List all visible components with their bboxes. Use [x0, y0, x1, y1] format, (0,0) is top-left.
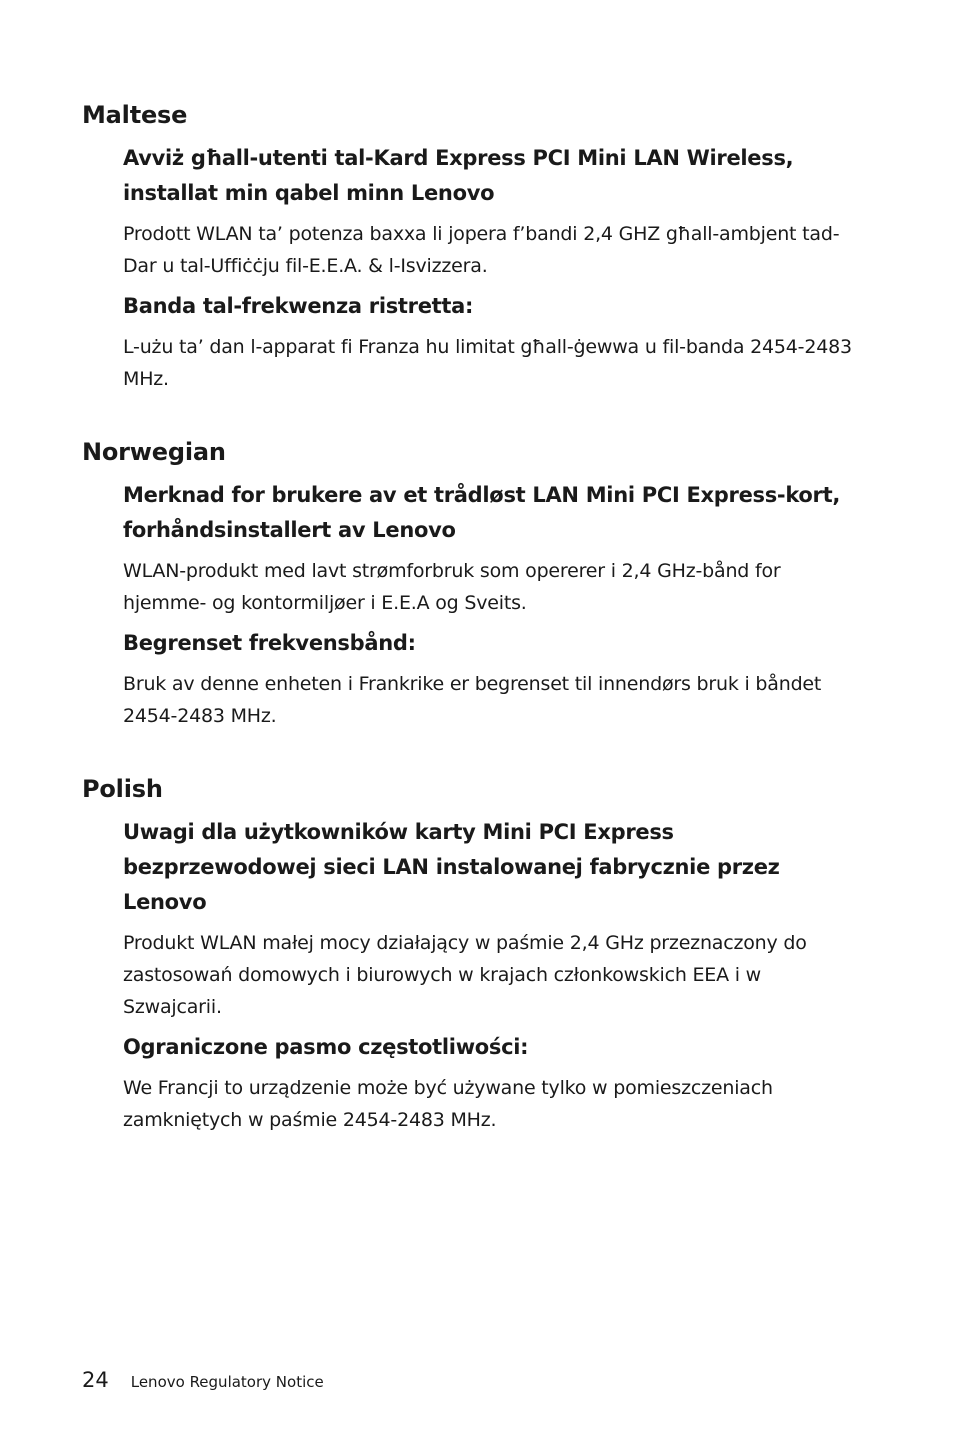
section-norwegian [82, 437, 872, 732]
band-title: Banda tal-frekwenza ristretta: [123, 294, 474, 318]
language-heading: Polish [82, 775, 163, 803]
language-heading: Maltese [82, 101, 188, 129]
page-footer [82, 1368, 324, 1398]
notice-text: WLAN-produkt med lavt strømforbruk som opererer i 2,4 GHz-bånd for hjemme- og kontormiljøer i E.E.A og Sveits. [123, 560, 781, 614]
notice-title: Merknad for brukere av et trådløst LAN Mini PCI Express-kort, forhåndsinstallert av Lenovo [123, 483, 841, 542]
band-text: L-użu ta’ dan l-apparat fi Franza hu limitat għall-ġewwa u fil-banda 2454-2483 MHz. [123, 336, 852, 390]
band-text: We Francji to urządzenie może być używane tylko w pomieszczeniach zamkniętych w paśmie 2454-2483 MHz. [123, 1077, 773, 1131]
section-body [123, 141, 858, 395]
section-maltese [82, 100, 872, 395]
section-polish [82, 774, 872, 1136]
band-title: Ograniczone pasmo częstotliwości: [123, 1035, 529, 1059]
band-text: Bruk av denne enheten i Frankrike er begrenset til innendørs bruk i båndet 2454-2483 MHz. [123, 673, 822, 727]
notice-title: Avviż għall-utenti tal-Kard Express PCI Mini LAN Wireless, installat min qabel minn Lenovo [123, 146, 794, 205]
notice-title: Uwagi dla użytkowników karty Mini PCI Express bezprzewodowej sieci LAN instalowanej fabrycznie przez Lenovo [123, 820, 780, 914]
section-body [123, 478, 858, 732]
notice-text: Prodott WLAN ta’ potenza baxxa li jopera f’bandi 2,4 GHZ għall-ambjent tad-Dar u tal-Uffiċċju fil-E.E.A. & l-Isvizzera. [123, 223, 840, 277]
page-number: 24 [82, 1368, 109, 1392]
section-body [123, 815, 858, 1136]
footer-document-title: Lenovo Regulatory Notice [130, 1373, 324, 1391]
band-title: Begrenset frekvensbånd: [123, 631, 416, 655]
language-heading: Norwegian [82, 438, 226, 466]
notice-text: Produkt WLAN małej mocy działający w paśmie 2,4 GHz przeznaczony do zastosowań domowych i biurowych w krajach członkowskich EEA i w Szwajcarii. [123, 932, 807, 1018]
